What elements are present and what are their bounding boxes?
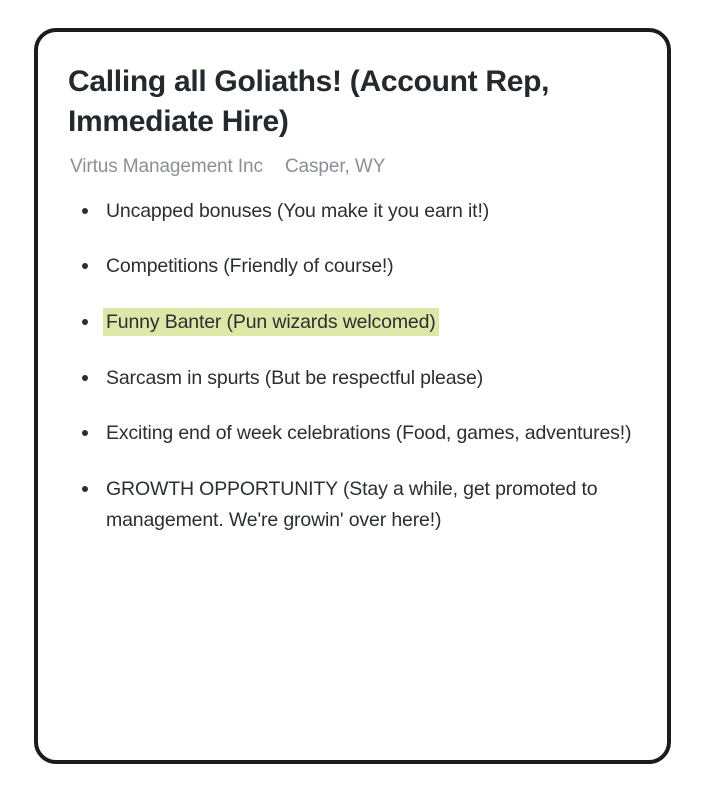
company-name: Virtus Management Inc <box>70 155 263 177</box>
list-item-text: Exciting end of week celebrations (Food, games, adventures!) <box>106 422 632 445</box>
page-title: Calling all Goliaths! (Account Rep, Immediate Hire) <box>68 65 550 138</box>
list-item-text: Uncapped bonuses (You make it you earn it!) <box>106 199 490 222</box>
job-location: Casper, WY <box>284 155 386 177</box>
job-posting-card <box>34 28 671 764</box>
list-item-text: Funny Banter (Pun wizards welcomed) <box>106 310 436 333</box>
list-item <box>72 418 633 450</box>
list-item <box>72 474 633 537</box>
list-item <box>72 251 633 283</box>
list-item-highlighted <box>72 307 633 339</box>
list-item-text: Sarcasm in spurts (But be respectful please) <box>106 366 484 389</box>
job-perks-list <box>68 196 633 537</box>
list-item-text: Competitions (Friendly of course!) <box>106 255 394 278</box>
list-item <box>72 196 633 228</box>
list-item <box>72 363 633 395</box>
job-meta <box>70 156 633 178</box>
list-item-text: GROWTH OPPORTUNITY (Stay a while, get promoted to management. We're growin' over here!) <box>106 477 598 532</box>
